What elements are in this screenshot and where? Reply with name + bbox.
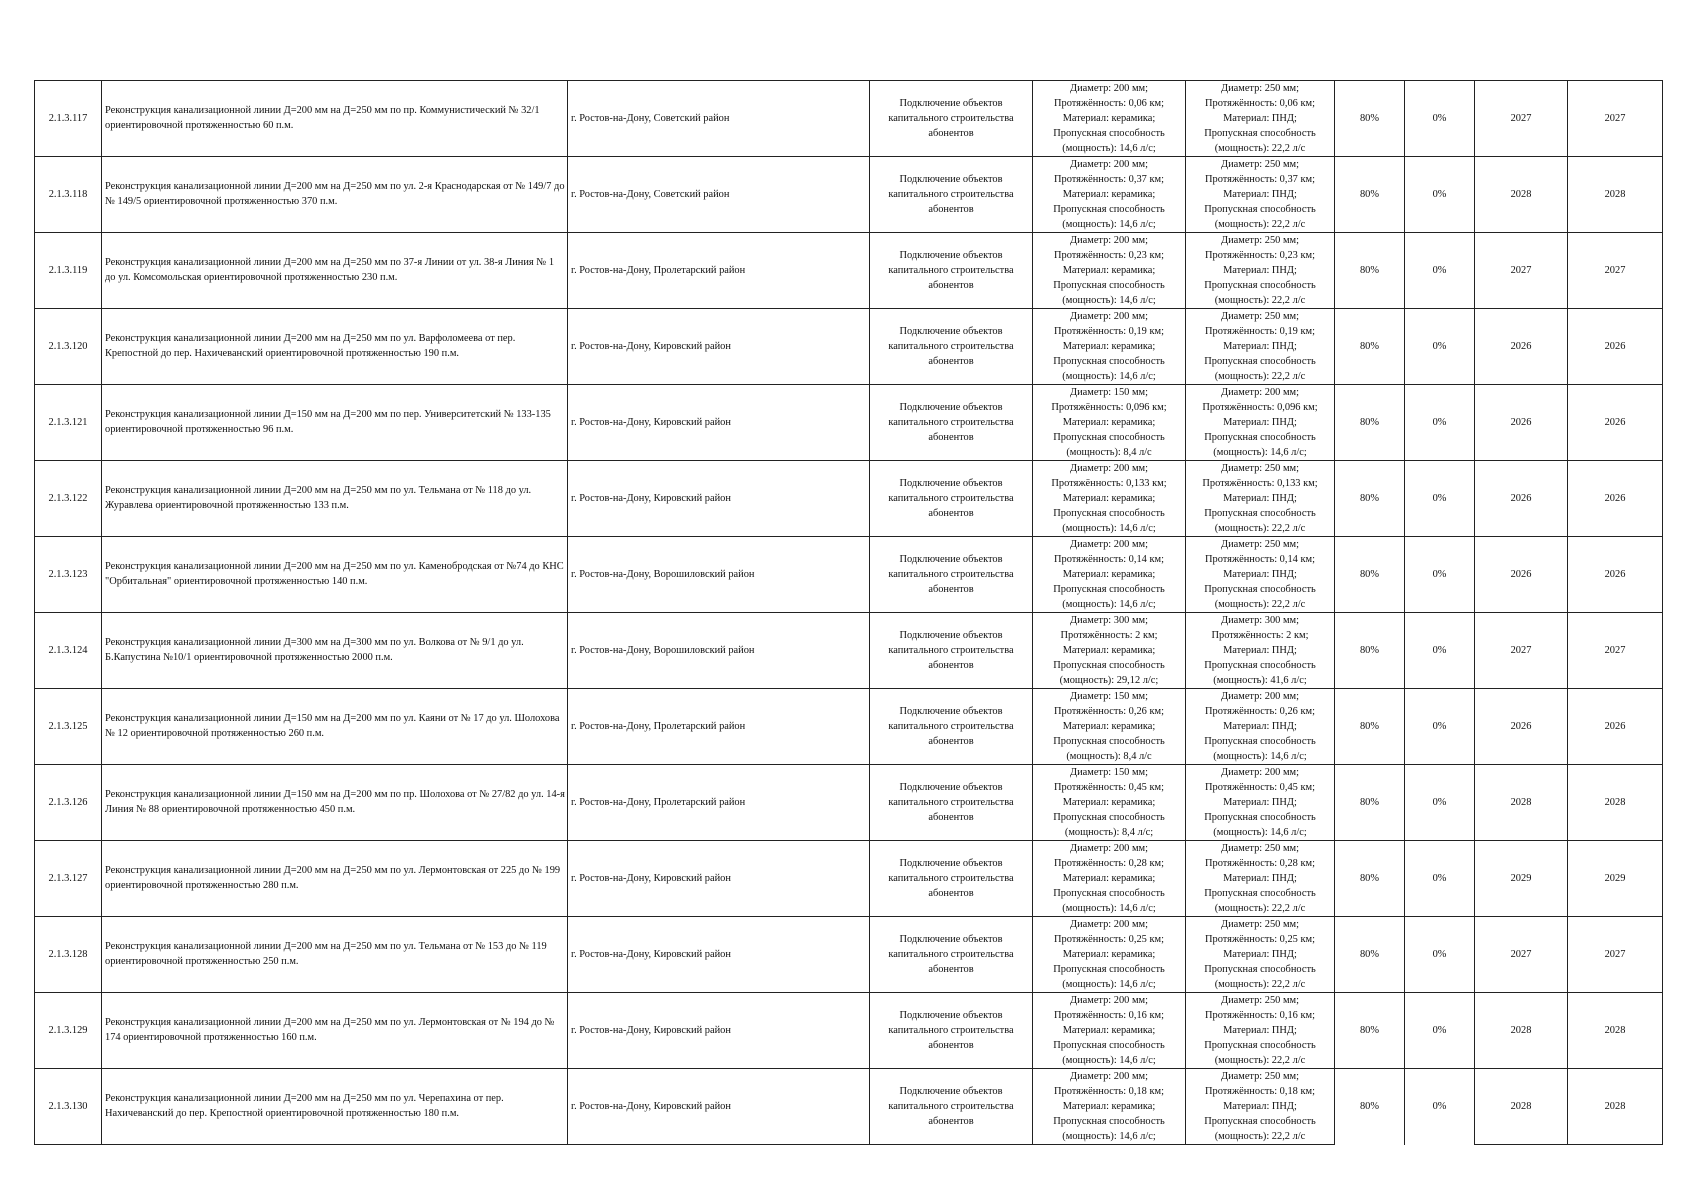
parameters-before: Диаметр: 150 мм; Протяжённость: 0,45 км; Материал: керамика; Пропускная способность (мощность): 8,4 л/с; [1033,765,1186,841]
table-row [35,917,1663,993]
work-description: Реконструкция канализационной линии Д=300 мм на Д=300 мм по ул. Волкова от № 9/1 до ул. Б.Капустина №10/1 ориентировочной протяженностью 2000 п.м. [102,613,568,689]
work-purpose: Подключение объектов капитального строительства абонентов [870,461,1033,537]
end-year: 2029 [1568,841,1663,917]
parameters-after: Диаметр: 250 мм; Протяжённость: 0,06 км; Материал: ПНД; Пропускная способность (мощность): 22,2 л/с [1186,81,1335,157]
measures-table [34,80,1663,1145]
table-body [35,81,1663,1145]
wear-before-percent: 80% [1335,233,1405,309]
wear-before-percent: 80% [1335,1069,1405,1145]
item-number: 2.1.3.124 [35,613,102,689]
parameters-after: Диаметр: 250 мм; Протяжённость: 0,14 км; Материал: ПНД; Пропускная способность (мощность): 22,2 л/с [1186,537,1335,613]
end-year: 2027 [1568,81,1663,157]
start-year: 2026 [1475,385,1568,461]
parameters-before: Диаметр: 200 мм; Протяжённость: 0,18 км; Материал: керамика; Пропускная способность (мощность): 14,6 л/с; [1033,1069,1186,1145]
table-row [35,841,1663,917]
item-number: 2.1.3.122 [35,461,102,537]
start-year: 2029 [1475,841,1568,917]
wear-before-percent: 80% [1335,841,1405,917]
end-year: 2026 [1568,461,1663,537]
table-row [35,81,1663,157]
work-description: Реконструкция канализационной линии Д=200 мм на Д=250 мм по ул. Лермонтовская от № 194 до № 174 ориентировочной протяженностью 160 п.м. [102,993,568,1069]
wear-after-percent: 0% [1405,309,1475,385]
work-description: Реконструкция канализационной линии Д=150 мм на Д=200 мм по пер. Университетский № 133-135 ориентировочной протяженностью 96 п.м. [102,385,568,461]
parameters-after: Диаметр: 250 мм; Протяжённость: 0,19 км; Материал: ПНД; Пропускная способность (мощность): 22,2 л/с [1186,309,1335,385]
work-location: г. Ростов-на-Дону, Советский район [568,81,870,157]
table-row [35,537,1663,613]
wear-after-percent: 0% [1405,1069,1475,1145]
parameters-before: Диаметр: 200 мм; Протяжённость: 0,133 км; Материал: керамика; Пропускная способность (мощность): 14,6 л/с; [1033,461,1186,537]
work-location: г. Ростов-на-Дону, Кировский район [568,385,870,461]
wear-before-percent: 80% [1335,993,1405,1069]
start-year: 2026 [1475,537,1568,613]
work-location: г. Ростов-на-Дону, Кировский район [568,993,870,1069]
work-description: Реконструкция канализационной линии Д=200 мм на Д=250 мм по ул. 2-я Краснодарская от № 149/7 до № 149/5 ориентировочной протяженностью 370 п.м. [102,157,568,233]
table-row [35,233,1663,309]
wear-after-percent: 0% [1405,765,1475,841]
work-purpose: Подключение объектов капитального строительства абонентов [870,537,1033,613]
work-description: Реконструкция канализационной линии Д=150 мм на Д=200 мм по ул. Каяни от № 17 до ул. Шолохова № 12 ориентировочной протяженностью 260 п.м. [102,689,568,765]
wear-before-percent: 80% [1335,689,1405,765]
item-number: 2.1.3.118 [35,157,102,233]
parameters-after: Диаметр: 200 мм; Протяжённость: 0,096 км; Материал: ПНД; Пропускная способность (мощность): 14,6 л/с; [1186,385,1335,461]
work-location: г. Ростов-на-Дону, Ворошиловский район [568,613,870,689]
end-year: 2027 [1568,917,1663,993]
work-purpose: Подключение объектов капитального строительства абонентов [870,309,1033,385]
end-year: 2026 [1568,537,1663,613]
parameters-after: Диаметр: 250 мм; Протяжённость: 0,28 км; Материал: ПНД; Пропускная способность (мощность): 22,2 л/с [1186,841,1335,917]
parameters-after: Диаметр: 200 мм; Протяжённость: 0,26 км; Материал: ПНД; Пропускная способность (мощность): 14,6 л/с; [1186,689,1335,765]
parameters-after: Диаметр: 250 мм; Протяжённость: 0,25 км; Материал: ПНД; Пропускная способность (мощность): 22,2 л/с [1186,917,1335,993]
start-year: 2028 [1475,157,1568,233]
wear-after-percent: 0% [1405,993,1475,1069]
parameters-before: Диаметр: 150 мм; Протяжённость: 0,096 км; Материал: керамика; Пропускная способность (мощность): 8,4 л/с [1033,385,1186,461]
item-number: 2.1.3.126 [35,765,102,841]
work-location: г. Ростов-на-Дону, Кировский район [568,309,870,385]
work-purpose: Подключение объектов капитального строительства абонентов [870,993,1033,1069]
start-year: 2028 [1475,1069,1568,1145]
work-purpose: Подключение объектов капитального строительства абонентов [870,841,1033,917]
item-number: 2.1.3.120 [35,309,102,385]
work-description: Реконструкция канализационной линии Д=200 мм на Д=250 мм по ул. Каменобродская от №74 до КНС "Орбитальная" ориентировочной протяженностью 140 п.м. [102,537,568,613]
wear-after-percent: 0% [1405,233,1475,309]
work-location: г. Ростов-на-Дону, Кировский район [568,841,870,917]
wear-after-percent: 0% [1405,689,1475,765]
item-number: 2.1.3.130 [35,1069,102,1145]
start-year: 2027 [1475,613,1568,689]
wear-before-percent: 80% [1335,385,1405,461]
parameters-before: Диаметр: 200 мм; Протяжённость: 0,28 км; Материал: керамика; Пропускная способность (мощность): 14,6 л/с; [1033,841,1186,917]
work-location: г. Ростов-на-Дону, Кировский район [568,1069,870,1145]
parameters-after: Диаметр: 250 мм; Протяжённость: 0,23 км; Материал: ПНД; Пропускная способность (мощность): 22,2 л/с [1186,233,1335,309]
start-year: 2026 [1475,461,1568,537]
table-row [35,157,1663,233]
wear-after-percent: 0% [1405,613,1475,689]
work-description: Реконструкция канализационной линии Д=200 мм на Д=250 мм по 37-я Линии от ул. 38-я Линия № 1 до ул. Комсомольская ориентировочной протяженностью 230 п.м. [102,233,568,309]
end-year: 2026 [1568,689,1663,765]
item-number: 2.1.3.119 [35,233,102,309]
start-year: 2026 [1475,309,1568,385]
end-year: 2026 [1568,385,1663,461]
work-description: Реконструкция канализационной линии Д=150 мм на Д=200 мм по пр. Шолохова от № 27/82 до ул. 14-я Линия № 88 ориентировочной протяженностью 450 п.м. [102,765,568,841]
item-number: 2.1.3.117 [35,81,102,157]
end-year: 2028 [1568,1069,1663,1145]
wear-before-percent: 80% [1335,613,1405,689]
work-purpose: Подключение объектов капитального строительства абонентов [870,157,1033,233]
parameters-before: Диаметр: 200 мм; Протяжённость: 0,14 км; Материал: керамика; Пропускная способность (мощность): 14,6 л/с; [1033,537,1186,613]
wear-after-percent: 0% [1405,385,1475,461]
start-year: 2027 [1475,233,1568,309]
table-row [35,993,1663,1069]
parameters-before: Диаметр: 200 мм; Протяжённость: 0,06 км; Материал: керамика; Пропускная способность (мощность): 14,6 л/с; [1033,81,1186,157]
work-purpose: Подключение объектов капитального строительства абонентов [870,613,1033,689]
end-year: 2028 [1568,765,1663,841]
work-location: г. Ростов-на-Дону, Пролетарский район [568,689,870,765]
table-row [35,1069,1663,1145]
work-description: Реконструкция канализационной линии Д=200 мм на Д=250 мм по ул. Черепахина от пер. Нахичеванский до пер. Крепостной ориентировочной протяженностью 180 п.м. [102,1069,568,1145]
wear-after-percent: 0% [1405,461,1475,537]
end-year: 2028 [1568,993,1663,1069]
end-year: 2027 [1568,613,1663,689]
wear-before-percent: 80% [1335,917,1405,993]
end-year: 2027 [1568,233,1663,309]
end-year: 2028 [1568,157,1663,233]
wear-before-percent: 80% [1335,461,1405,537]
parameters-after: Диаметр: 250 мм; Протяжённость: 0,18 км; Материал: ПНД; Пропускная способность (мощность): 22,2 л/с [1186,1069,1335,1145]
end-year: 2026 [1568,309,1663,385]
wear-after-percent: 0% [1405,157,1475,233]
start-year: 2026 [1475,689,1568,765]
wear-before-percent: 80% [1335,537,1405,613]
start-year: 2027 [1475,917,1568,993]
item-number: 2.1.3.125 [35,689,102,765]
work-purpose: Подключение объектов капитального строительства абонентов [870,765,1033,841]
table-row [35,461,1663,537]
parameters-before: Диаметр: 300 мм; Протяжённость: 2 км; Материал: керамика; Пропускная способность (мощность): 29,12 л/с; [1033,613,1186,689]
work-description: Реконструкция канализационной линии Д=200 мм на Д=250 мм по ул. Тельмана от № 118 до ул. Журавлева ориентировочной протяженностью 133 п.м. [102,461,568,537]
parameters-after: Диаметр: 250 мм; Протяжённость: 0,133 км; Материал: ПНД; Пропускная способность (мощность): 22,2 л/с [1186,461,1335,537]
parameters-before: Диаметр: 200 мм; Протяжённость: 0,16 км; Материал: керамика; Пропускная способность (мощность): 14,6 л/с; [1033,993,1186,1069]
parameters-after: Диаметр: 250 мм; Протяжённость: 0,16 км; Материал: ПНД; Пропускная способность (мощность): 22,2 л/с [1186,993,1335,1069]
wear-after-percent: 0% [1405,917,1475,993]
start-year: 2027 [1475,81,1568,157]
table-row [35,765,1663,841]
parameters-before: Диаметр: 200 мм; Протяжённость: 0,23 км; Материал: керамика; Пропускная способность (мощность): 14,6 л/с; [1033,233,1186,309]
work-location: г. Ростов-на-Дону, Кировский район [568,461,870,537]
parameters-before: Диаметр: 200 мм; Протяжённость: 0,19 км; Материал: керамика; Пропускная способность (мощность): 14,6 л/с; [1033,309,1186,385]
start-year: 2028 [1475,765,1568,841]
item-number: 2.1.3.121 [35,385,102,461]
parameters-before: Диаметр: 150 мм; Протяжённость: 0,26 км; Материал: керамика; Пропускная способность (мощность): 8,4 л/с [1033,689,1186,765]
parameters-after: Диаметр: 200 мм; Протяжённость: 0,45 км; Материал: ПНД; Пропускная способность (мощность): 14,6 л/с; [1186,765,1335,841]
work-purpose: Подключение объектов капитального строительства абонентов [870,917,1033,993]
item-number: 2.1.3.128 [35,917,102,993]
work-purpose: Подключение объектов капитального строительства абонентов [870,1069,1033,1145]
work-location: г. Ростов-на-Дону, Советский район [568,157,870,233]
work-purpose: Подключение объектов капитального строительства абонентов [870,81,1033,157]
work-location: г. Ростов-на-Дону, Ворошиловский район [568,537,870,613]
wear-before-percent: 80% [1335,157,1405,233]
work-description: Реконструкция канализационной линии Д=200 мм на Д=250 мм по ул. Варфоломеева от пер. Крепостной до пер. Нахичеванский ориентировочной протяженностью 190 п.м. [102,309,568,385]
parameters-after: Диаметр: 300 мм; Протяжённость: 2 км; Материал: ПНД; Пропускная способность (мощность): 41,6 л/с; [1186,613,1335,689]
table-row [35,385,1663,461]
wear-before-percent: 80% [1335,765,1405,841]
parameters-before: Диаметр: 200 мм; Протяжённость: 0,25 км; Материал: керамика; Пропускная способность (мощность): 14,6 л/с; [1033,917,1186,993]
item-number: 2.1.3.123 [35,537,102,613]
item-number: 2.1.3.127 [35,841,102,917]
work-location: г. Ростов-на-Дону, Пролетарский район [568,233,870,309]
work-description: Реконструкция канализационной линии Д=200 мм на Д=250 мм по ул. Тельмана от № 153 до № 119 ориентировочной протяженностью 250 п.м. [102,917,568,993]
parameters-after: Диаметр: 250 мм; Протяжённость: 0,37 км; Материал: ПНД; Пропускная способность (мощность): 22,2 л/с [1186,157,1335,233]
work-description: Реконструкция канализационной линии Д=200 мм на Д=250 мм по пр. Коммунистический № 32/1 ориентировочной протяженностью 60 п.м. [102,81,568,157]
wear-after-percent: 0% [1405,537,1475,613]
work-location: г. Ростов-на-Дону, Пролетарский район [568,765,870,841]
item-number: 2.1.3.129 [35,993,102,1069]
work-purpose: Подключение объектов капитального строительства абонентов [870,233,1033,309]
document-page [34,80,1662,1145]
work-purpose: Подключение объектов капитального строительства абонентов [870,689,1033,765]
start-year: 2028 [1475,993,1568,1069]
table-row [35,309,1663,385]
table-row [35,613,1663,689]
table-row [35,689,1663,765]
wear-after-percent: 0% [1405,81,1475,157]
parameters-before: Диаметр: 200 мм; Протяжённость: 0,37 км; Материал: керамика; Пропускная способность (мощность): 14,6 л/с; [1033,157,1186,233]
work-description: Реконструкция канализационной линии Д=200 мм на Д=250 мм по ул. Лермонтовская от 225 до № 199 ориентировочной протяженностью 280 п.м. [102,841,568,917]
work-purpose: Подключение объектов капитального строительства абонентов [870,385,1033,461]
wear-before-percent: 80% [1335,81,1405,157]
wear-before-percent: 80% [1335,309,1405,385]
work-location: г. Ростов-на-Дону, Кировский район [568,917,870,993]
wear-after-percent: 0% [1405,841,1475,917]
